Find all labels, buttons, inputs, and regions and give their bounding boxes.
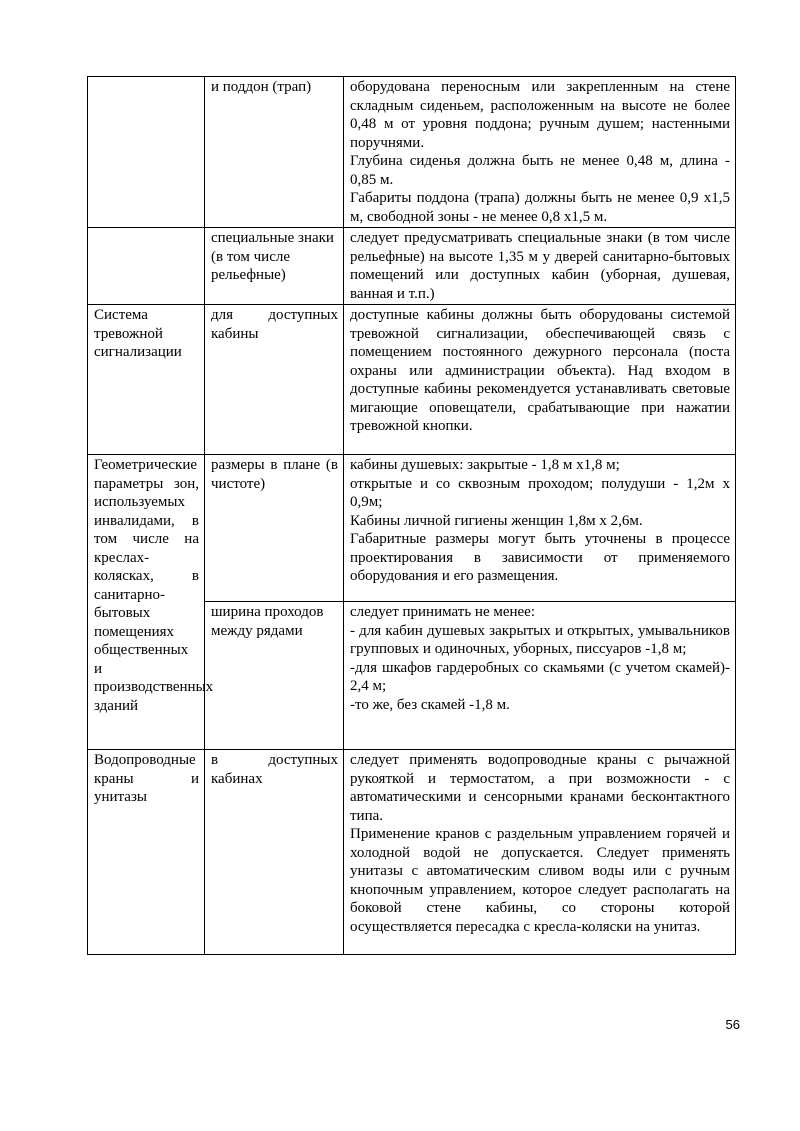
category-cell <box>88 228 205 305</box>
requirement-cell <box>344 228 736 305</box>
table-row <box>88 750 736 955</box>
subcategory-text: для доступных кабины <box>211 307 338 342</box>
requirement-paragraph: Кабины личной гигиены женщин 1,8м х 2,6м. <box>350 512 643 529</box>
requirement-cell <box>344 455 736 602</box>
requirement-paragraph: Применение кранов с раздельным управлением горячей и холодной водой не допускается. Следует применять унитазы с автоматическим сливом воды или с ручным кнопочным управлением, которое следует располагать на боковой стене кабины, со стороны которой осуществляется пересадка с кресла-коляски на унитаз. <box>350 826 730 935</box>
requirement-cell <box>344 77 736 228</box>
requirement-paragraph: -для шкафов гардеробных со скамьями (с учетом скамей)- 2,4 м; <box>350 659 730 694</box>
category-cell <box>88 750 205 955</box>
requirement-paragraph: оборудована переносным или закрепленным на стене складным сиденьем, расположенным на высоте не более 0,48 м от уровня поддона; ручным душем; настенными поручнями. <box>350 79 730 151</box>
requirement-paragraph: кабины душевых: закрытые - 1,8 м х1,8 м; <box>350 457 620 473</box>
category-text: Геометрические параметры зон, используемых инвалидами, в том числе на креслах-колясках, в санитарно-бытовых помещениях общественных и производственных зданий <box>94 457 214 714</box>
requirement-paragraph: Глубина сиденья должна быть не менее 0,48 м, длина - 0,85 м. <box>350 153 730 188</box>
category-cell <box>88 455 214 750</box>
requirement-paragraph: -то же, без скамей -1,8 м. <box>350 696 510 713</box>
subcategory-cell <box>205 750 344 955</box>
subcategory-text: размеры в плане (в чистоте) <box>211 457 338 492</box>
requirement-paragraph: Габаритные размеры могут быть уточнены в процессе проектирования в зависимости от применяемого оборудования и его размещения. <box>350 531 730 584</box>
subcategory-cell: ширина проходов между рядами <box>205 602 344 750</box>
requirement-paragraph: доступные кабины должны быть оборудованы системой тревожной сигнализации, обеспечивающей связь с помещением постоянного дежурного персонала (поста охраны или администрации объекта). Над входом в доступные кабины рекомендуется устанавливать световые мигающие оповещатели, срабатывающие при нажатии тревожной кнопки. <box>350 307 730 434</box>
category-cell: Система тревожной сигнализации <box>88 305 205 455</box>
requirement-cell <box>344 602 736 750</box>
subcategory-text: в доступных кабинах <box>211 752 338 787</box>
requirement-paragraph: Габариты поддона (трапа) должны быть не менее 0,9 х1,5 м, свободной зоны - не менее 0,8 х1,5 м. <box>350 190 730 225</box>
table-row <box>88 305 736 455</box>
page-number: 56 <box>725 1017 740 1032</box>
requirement-paragraph: следует предусматривать специальные знаки (в том числе рельефные) на высоте 1,35 м у дверей санитарно-бытовых помещений или доступных кабин (уборная, душевая, ванная и т.п.) <box>350 230 730 302</box>
regulations-table <box>87 76 736 955</box>
requirement-paragraph: открытые и со сквозным проходом; полудуши - 1,2м х 0,9м; <box>350 475 730 510</box>
subcategory-cell <box>205 305 344 455</box>
table-row <box>88 77 736 228</box>
subcategory-cell: специальные знаки (в том числе рельефные) <box>205 228 344 305</box>
subcategory-cell: и поддон (трап) <box>205 77 344 228</box>
requirement-cell <box>344 305 736 455</box>
category-cell <box>88 77 205 228</box>
table-row <box>88 228 736 305</box>
requirement-cell <box>344 750 736 955</box>
requirement-paragraph: следует принимать не менее: <box>350 604 536 620</box>
requirement-paragraph: - для кабин душевых закрытых и открытых, умывальников групповых и одиночных, уборных, писсуаров -1,8 м; <box>350 622 730 657</box>
category-text: Водопроводные краны и унитазы <box>94 752 199 805</box>
subcategory-cell <box>205 455 344 602</box>
requirement-paragraph: следует применять водопроводные краны с рычажной рукояткой и термостатом, а при возможности - с автоматическими и сенсорными кранами бесконтактного типа. <box>350 752 730 824</box>
table-row <box>88 455 736 602</box>
